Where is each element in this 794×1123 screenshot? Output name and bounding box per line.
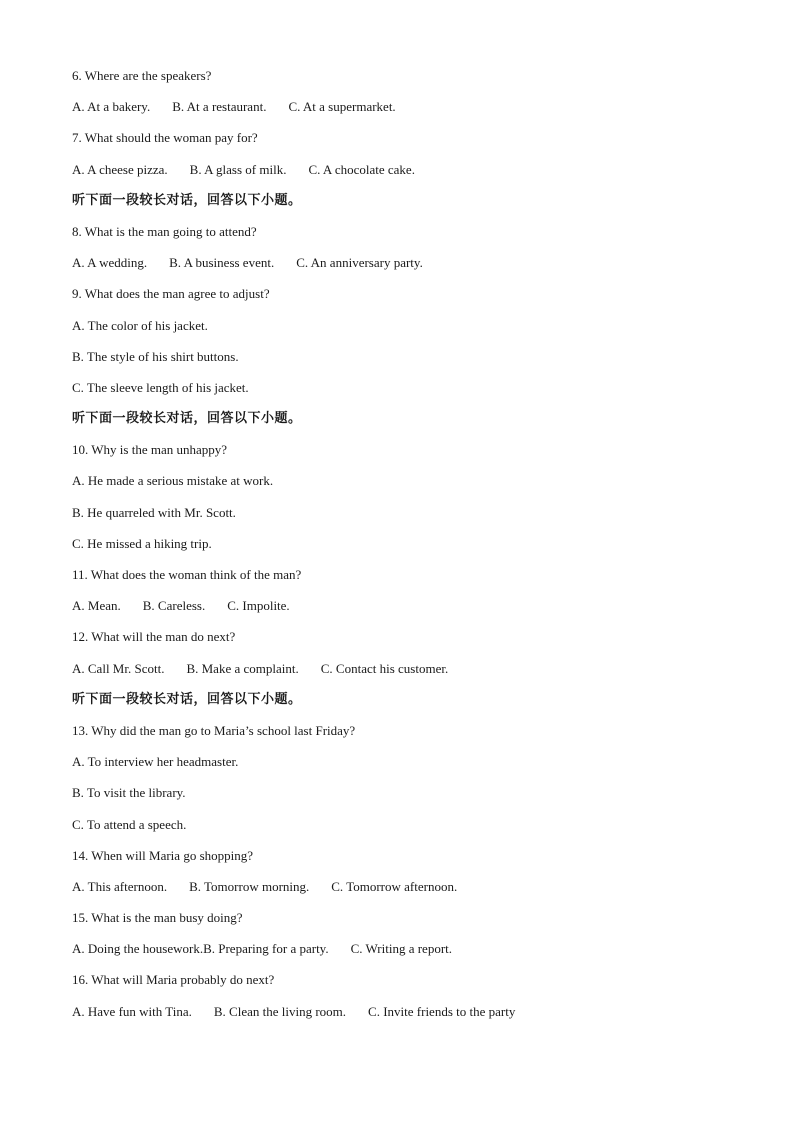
- options-6: [72, 97, 732, 128]
- option-7b: B. A glass of milk.: [189, 161, 287, 177]
- option-10c: C. He missed a hiking trip.: [72, 535, 212, 551]
- option-14c: C. Tomorrow afternoon.: [331, 878, 458, 894]
- option-13a: A. To interview her headmaster.: [72, 754, 239, 770]
- option-11b: B. Careless.: [142, 598, 206, 614]
- option-16c: C. Invite friends to the party: [368, 1003, 516, 1019]
- question-15: 15. What is the man busy doing?: [72, 910, 243, 926]
- question-7: 7. What should the woman pay for?: [72, 130, 258, 146]
- option-13b: B. To visit the library.: [72, 785, 186, 801]
- option-6a: A. At a bakery.: [72, 99, 151, 115]
- question-11: 11. What does the woman think of the man?: [72, 567, 302, 582]
- option-8b: B. A business event.: [169, 255, 275, 271]
- question-6: 6. Where are the speakers?: [72, 68, 212, 83]
- option-12b: B. Make a complaint.: [186, 660, 299, 676]
- section-heading-2: 听下面一段较长对话，回答以下小题。: [72, 411, 302, 427]
- option-13c: C. To attend a speech.: [72, 816, 187, 832]
- question-8: 8. What is the man going to attend?: [72, 223, 257, 239]
- option-12a: A. Call Mr. Scott.: [72, 660, 165, 676]
- option-6c: C. At a supermarket.: [288, 99, 396, 115]
- option-10b: B. He quarreled with Mr. Scott.: [72, 504, 236, 520]
- option-16b: B. Clean the living room.: [213, 1003, 347, 1019]
- option-12c: C. Contact his customer.: [320, 660, 449, 676]
- option-7a: A. A cheese pizza.: [72, 161, 168, 177]
- option-15a: A. Doing the housework.: [72, 941, 204, 957]
- option-11c: C. Impolite.: [227, 598, 290, 614]
- option-16a: A. Have fun with Tina.: [72, 1003, 192, 1019]
- options-8: [72, 253, 732, 284]
- option-15c: C. Writing a report.: [350, 941, 453, 957]
- question-9: 9. What does the man agree to adjust?: [72, 286, 270, 302]
- section-heading-3: 听下面一段较长对话，回答以下小题。: [72, 691, 302, 707]
- option-10a: A. He made a serious mistake at work.: [72, 473, 274, 489]
- question-14: 14. When will Maria go shopping?: [72, 847, 254, 863]
- option-11a: A. Mean.: [72, 598, 121, 614]
- option-6b: B. At a restaurant.: [172, 99, 267, 115]
- options-7: [72, 160, 732, 191]
- question-12: 12. What will the man do next?: [72, 629, 236, 645]
- options-15: [72, 939, 732, 970]
- options-12: [72, 659, 732, 690]
- option-9b: B. The style of his shirt buttons.: [72, 348, 239, 364]
- option-8c: C. An anniversary party.: [296, 255, 423, 271]
- option-9a: A. The color of his jacket.: [72, 317, 208, 333]
- option-9c: C. The sleeve length of his jacket.: [72, 379, 249, 395]
- options-14: [72, 877, 732, 908]
- question-13: 13. Why did the man go to Maria’s school last Friday?: [72, 722, 356, 738]
- section-heading-1: 听下面一段较长对话，回答以下小题。: [72, 192, 302, 208]
- option-7c: C. A chocolate cake.: [308, 161, 415, 177]
- option-14a: A. This afternoon.: [72, 878, 168, 894]
- option-15b: B. Preparing for a party.: [203, 941, 329, 957]
- question-10: 10. Why is the man unhappy?: [72, 442, 228, 458]
- options-16: [72, 1002, 732, 1033]
- exam-page: [72, 66, 732, 1033]
- options-11: [72, 596, 732, 627]
- question-16: 16. What will Maria probably do next?: [72, 972, 275, 988]
- option-8a: A. A wedding.: [72, 255, 148, 271]
- option-14b: B. Tomorrow morning.: [189, 878, 310, 894]
